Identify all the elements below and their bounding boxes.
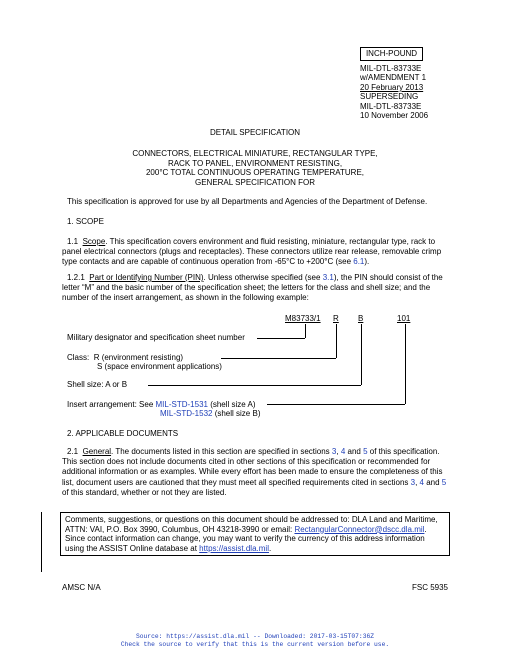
document-id-block xyxy=(360,64,428,120)
pin-code-designator: M83733/1 xyxy=(285,314,321,323)
shell-size-label: Shell size: A or B xyxy=(67,380,128,389)
insert-arrangement-a: Insert arrangement: See MIL-STD-1531 (shell size A) xyxy=(67,400,256,409)
class-r: R (environment resisting) xyxy=(93,353,184,362)
link-section-5[interactable]: 5 xyxy=(441,477,447,487)
shell-leader xyxy=(148,385,361,386)
link-section-3[interactable]: 3 xyxy=(331,447,337,456)
shell-leader-vertical xyxy=(361,324,362,385)
insert-leader-vertical xyxy=(405,324,406,404)
title-line: 200°C TOTAL CONTINUOUS OPERATING TEMPERATURE, xyxy=(145,168,365,178)
superseded-doc: MIL-DTL-83733E xyxy=(360,101,422,111)
change-bar xyxy=(41,512,42,572)
designator-leader-vertical xyxy=(305,324,306,338)
title-line: RACK TO PANEL, ENVIRONMENT RESISTING, xyxy=(167,158,343,168)
amendment: w/AMENDMENT 1 xyxy=(360,73,427,83)
link-3-1[interactable]: 3.1 xyxy=(322,273,334,282)
comments-box: Comments, suggestions, or questions on this document should be addressed to: DLA Land and Maritime, ATTN: VAI, P.O. Box 3990, Columbus, OH 43218-3990 or email: RectangularConnector@dscc.dla.mil. Since contact information can change, you may want to verify the currency of this address information using the ASSIST Online database at https://assist.dla.mil. xyxy=(60,512,450,556)
class-s: S (space environment applications) xyxy=(97,362,222,371)
class-label: Class: R (environment resisting) xyxy=(67,353,184,362)
doc-number: MIL-DTL-83733E xyxy=(360,64,422,73)
pin-title: Part or Identifying Number (PIN) xyxy=(89,273,204,282)
pin-code-shell: B xyxy=(358,314,364,323)
link-section-5[interactable]: 5 xyxy=(363,447,368,456)
section-2-heading: 2. APPLICABLE DOCUMENTS xyxy=(67,429,179,438)
insert-leader xyxy=(267,404,405,405)
fsc-label: FSC 5935 xyxy=(411,583,448,592)
verify-line: Check the source to verify that this is the current version before use. xyxy=(120,641,390,648)
link-mil-std-1531[interactable]: MIL-STD-1531 xyxy=(155,400,208,409)
pin-code-class: R xyxy=(333,314,339,323)
link-section-4[interactable]: 4 xyxy=(419,477,424,487)
link-section-4[interactable]: 4 xyxy=(340,447,346,456)
superseded-date: 10 November 2006 xyxy=(360,111,429,121)
assist-url-link[interactable]: https://assist.dla.mil xyxy=(199,543,269,553)
superseding-label: SUPERSEDING xyxy=(360,92,419,102)
link-section-3[interactable]: 3 xyxy=(410,477,416,487)
amsc-label: AMSC N/A xyxy=(62,583,101,592)
insert-arrangement-b: MIL-STD-1532 (shell size B) xyxy=(160,409,261,418)
source-line: Source: https://assist.dla.mil -- Downloaded: 2017-03-15T07:36Z xyxy=(135,633,375,640)
title-line: CONNECTORS, ELECTRICAL MINIATURE, RECTANGULAR TYPE, xyxy=(132,149,378,158)
amendment-date: 20 February 2013 xyxy=(360,82,424,92)
class-leader-vertical xyxy=(336,324,337,358)
paragraph-1-2-1: 1.2.1 Part or Identifying Number (PIN). Unless otherwise specified (see 3.1), the PIN should consist of the letter “M” and the basic number of the specification sheet; the letters for the class and shell size; and the number of the insert arrangement, as shown in the following example: xyxy=(62,273,443,303)
link-mil-std-1532[interactable]: MIL-STD-1532 xyxy=(160,409,213,418)
inch-pound-box: INCH-POUND xyxy=(360,47,423,61)
spec-type-heading: DETAIL SPECIFICATION xyxy=(209,128,301,137)
section-1-heading: 1. SCOPE xyxy=(67,217,104,226)
pin-code-insert: 101 xyxy=(397,314,411,323)
title-line: GENERAL SPECIFICATION FOR xyxy=(194,177,315,187)
designator-label: Military designator and specification sheet number xyxy=(67,333,245,342)
link-6-1[interactable]: 6.1 xyxy=(353,257,365,267)
approval-statement: This specification is approved for use by all Departments and Agencies of the Department of Defense. xyxy=(67,197,428,206)
contact-email-link[interactable]: RectangularConnector@dscc.dla.mil xyxy=(294,524,425,534)
general-title: General xyxy=(82,447,112,456)
scope-title: Scope xyxy=(82,237,106,246)
designator-leader xyxy=(257,338,305,339)
spec-title xyxy=(0,149,510,187)
paragraph-1-1: 1.1 Scope. This specification covers environment and fluid resisting, miniature, rectangular type, rack to panel electrical connectors (plugs and receptacles). These connectors utilize rear release, removable crimp type contacts and are capable of continuous operation from -65°C to +200°C (see 6.1). xyxy=(62,237,442,267)
class-leader xyxy=(221,358,336,359)
paragraph-2-1: 2.1 General. The documents listed in this section are specified in sections 3, 4 and 5 of this specification. This section does not include documents cited in other sections of this specification or recommended for additional information or as examples. While every effort has been made to ensure the completeness of this list, document users are cautioned that they must meet all specified requirements cited in sections 3, 4 and 5 of this standard, whether or not they are listed. xyxy=(62,447,447,497)
